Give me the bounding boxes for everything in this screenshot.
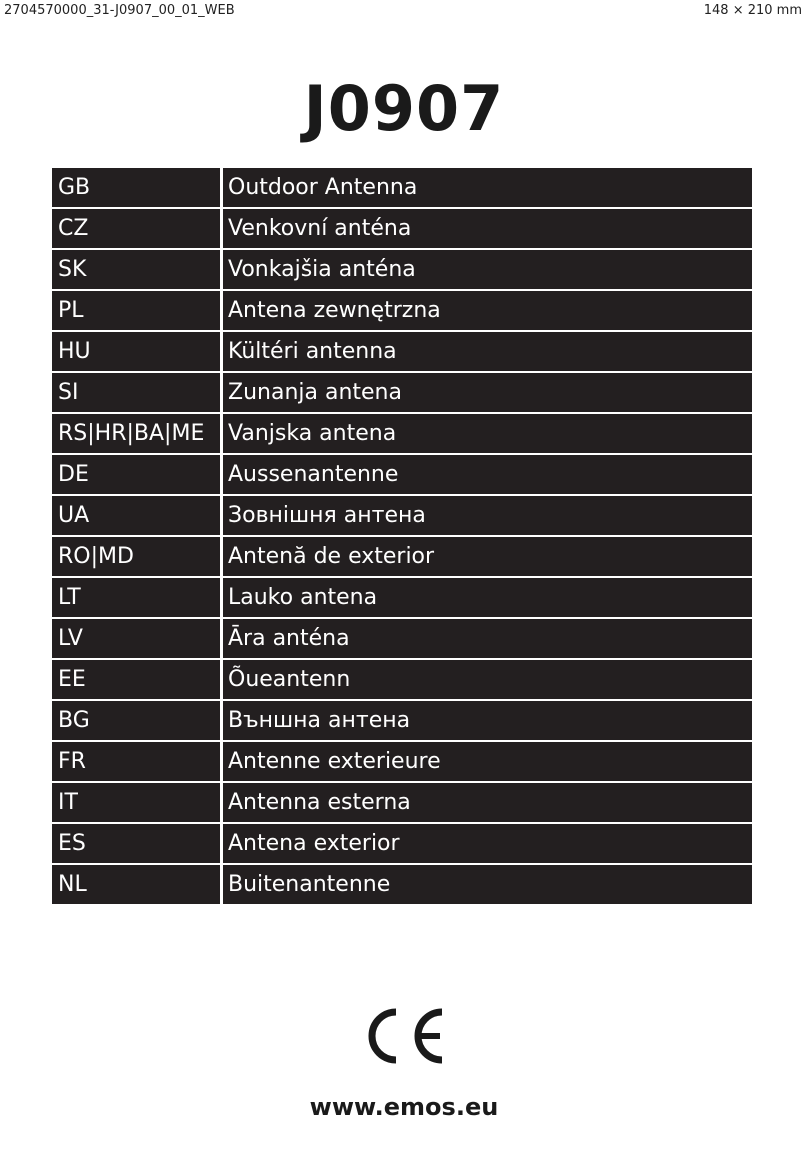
product-name: Vonkajšia anténa [223, 250, 752, 289]
product-name: Външна антена [223, 701, 752, 740]
table-row [52, 824, 752, 863]
language-code: CZ [52, 209, 220, 248]
product-name: Antena exterior [223, 824, 752, 863]
language-table [52, 168, 752, 906]
product-name: Aussenantenne [223, 455, 752, 494]
table-row [52, 701, 752, 740]
product-name: Antenna esterna [223, 783, 752, 822]
table-row [52, 414, 752, 453]
product-name: Venkovní anténa [223, 209, 752, 248]
product-name: Antenă de exterior [223, 537, 752, 576]
language-code: IT [52, 783, 220, 822]
table-row [52, 660, 752, 699]
page-title: J0907 [303, 72, 505, 145]
table-row [52, 783, 752, 822]
language-code: UA [52, 496, 220, 535]
table-row [52, 168, 752, 207]
table-row [52, 455, 752, 494]
ce-mark-icon [362, 1006, 446, 1066]
language-code: RO|MD [52, 537, 220, 576]
language-code: NL [52, 865, 220, 904]
language-code: RS|HR|BA|ME [52, 414, 220, 453]
table-row [52, 373, 752, 412]
product-name: Outdoor Antenna [223, 168, 752, 207]
product-name: Zunanja antena [223, 373, 752, 412]
table-row [52, 250, 752, 289]
table-row [52, 742, 752, 781]
product-name: Antena zewnętrzna [223, 291, 752, 330]
language-code: DE [52, 455, 220, 494]
product-name: Buitenantenne [223, 865, 752, 904]
language-code: FR [52, 742, 220, 781]
table-row [52, 619, 752, 658]
language-code: LT [52, 578, 220, 617]
table-row [52, 865, 752, 904]
product-name: Antenne exterieure [223, 742, 752, 781]
language-code: BG [52, 701, 220, 740]
table-row [52, 209, 752, 248]
document-code: 2704570000_31-J0907_00_01_WEB [4, 3, 235, 18]
product-name: Lauko antena [223, 578, 752, 617]
product-name: Õueantenn [223, 660, 752, 699]
table-row [52, 496, 752, 535]
page-size: 148 × 210 mm [703, 3, 802, 18]
language-code: PL [52, 291, 220, 330]
table-row [52, 537, 752, 576]
product-name: Āra anténa [223, 619, 752, 658]
language-code: GB [52, 168, 220, 207]
language-code: EE [52, 660, 220, 699]
website-url: www.emos.eu [309, 1093, 499, 1121]
product-name: Kültéri antenna [223, 332, 752, 371]
product-name: Зовнішня антена [223, 496, 752, 535]
language-code: LV [52, 619, 220, 658]
table-row [52, 332, 752, 371]
table-row [52, 578, 752, 617]
language-code: SK [52, 250, 220, 289]
language-code: ES [52, 824, 220, 863]
language-code: SI [52, 373, 220, 412]
product-name: Vanjska antena [223, 414, 752, 453]
language-code: HU [52, 332, 220, 371]
table-row [52, 291, 752, 330]
